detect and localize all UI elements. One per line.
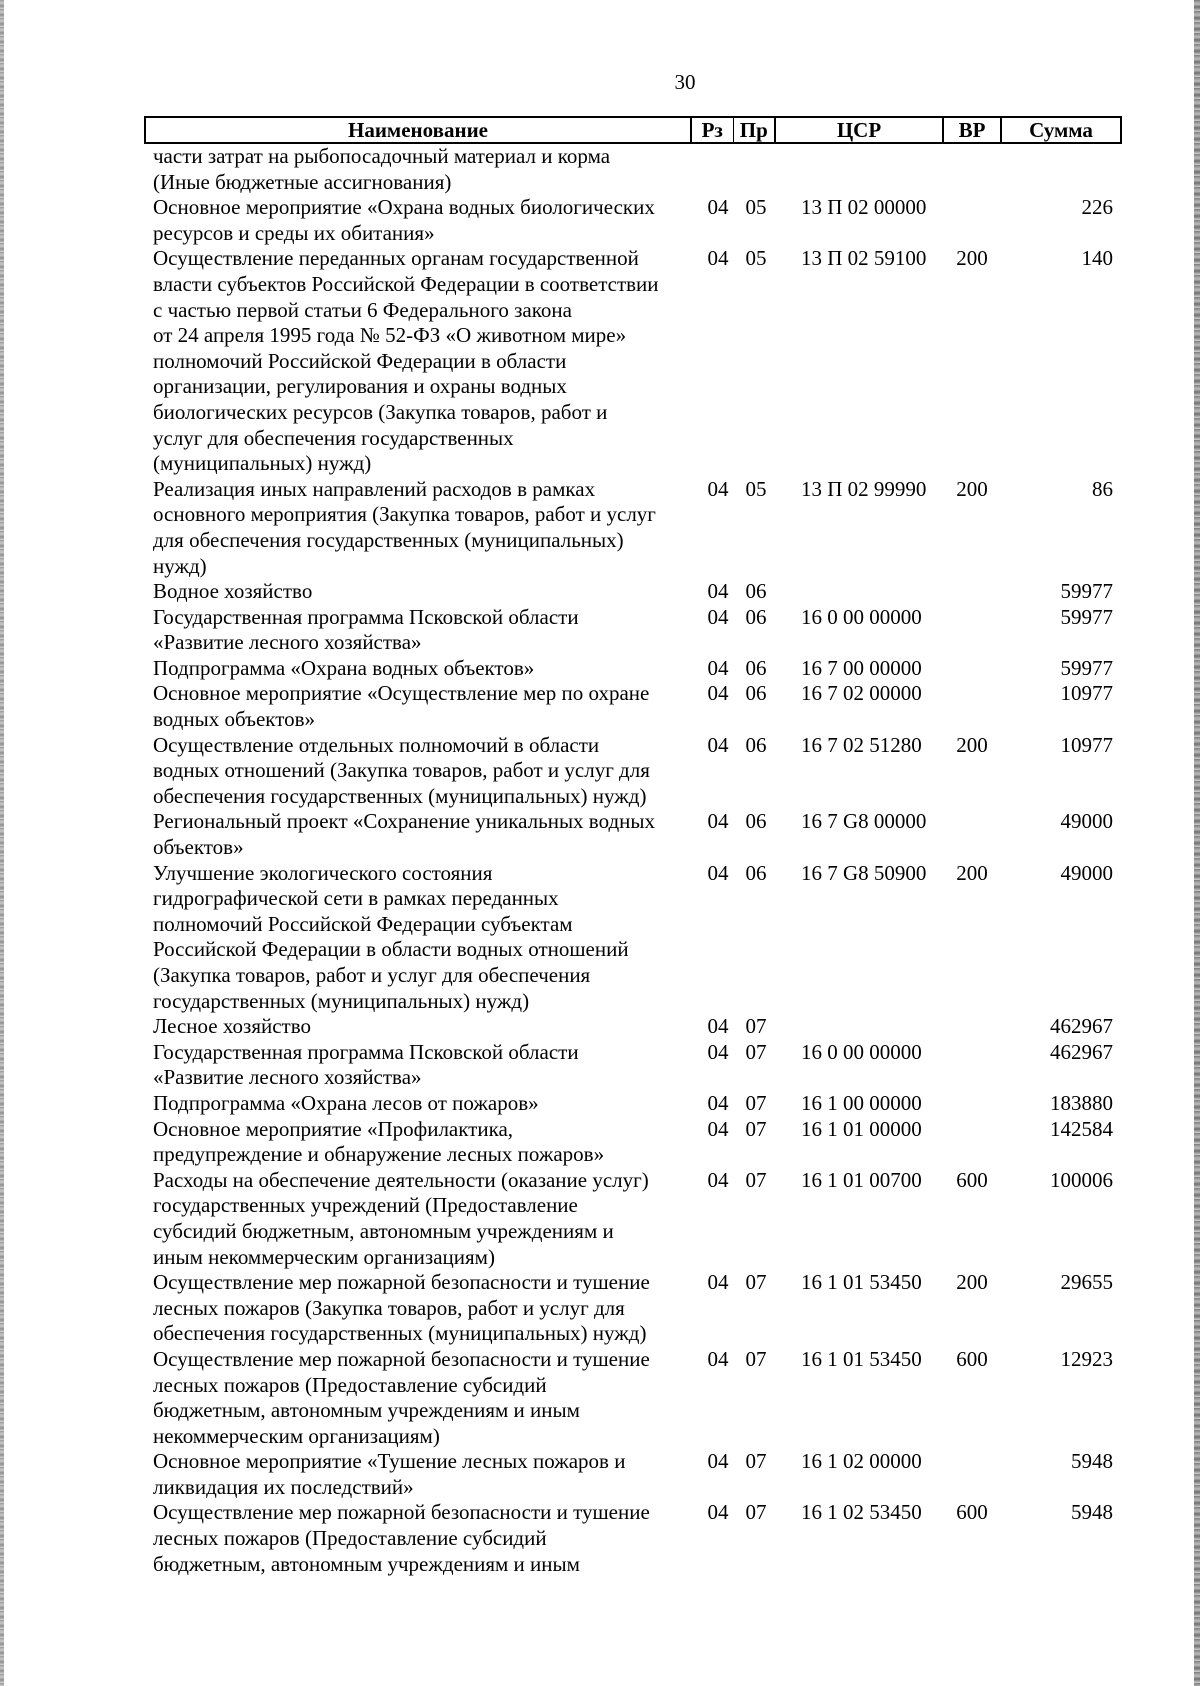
cell-rz: 04 — [707, 1090, 729, 1115]
cell-pr: 05 — [745, 195, 767, 220]
cell-pr: 06 — [745, 860, 767, 885]
cell-pr: 05 — [745, 246, 767, 271]
cell-sum: 10977 — [1060, 681, 1113, 706]
cell-vr: 200 — [956, 246, 988, 271]
cell-sum: 10977 — [1060, 732, 1113, 757]
cell-sum: 29655 — [1060, 1270, 1113, 1295]
cell-csr: 16 1 01 00000 — [801, 1116, 922, 1141]
cell-rz: 04 — [707, 1270, 729, 1295]
cell-csr: 16 7 00 00000 — [801, 655, 922, 680]
cell-pr: 06 — [745, 732, 767, 757]
table-row — [145, 1014, 1121, 1040]
cell-vr — [943, 1040, 1001, 1091]
table-body — [145, 143, 1121, 1577]
cell-rz: 04 — [707, 604, 729, 629]
cell-sum: 462967 — [1050, 1014, 1113, 1039]
cell-csr: 13 П 02 59100 — [801, 246, 927, 271]
cell-pr: 07 — [745, 1270, 767, 1295]
scan-edge-left — [0, 0, 4, 1686]
header-rz: Рз — [691, 117, 733, 143]
table-row — [145, 1168, 1121, 1270]
cell-vr — [943, 579, 1001, 605]
cell-pr: 05 — [745, 476, 767, 501]
cell-name: Водное хозяйство — [153, 579, 313, 604]
cell-name: Подпрограмма «Охрана лесов от пожаров» — [153, 1090, 539, 1115]
cell-sum: 49000 — [1060, 809, 1113, 834]
table-row — [145, 1117, 1121, 1168]
cell-rz: 04 — [707, 476, 729, 501]
cell-vr — [943, 1449, 1001, 1500]
cell-vr — [943, 656, 1001, 682]
cell-pr: 07 — [745, 1090, 767, 1115]
cell-name: части затрат на рыбопосадочный материал и корма (Иные бюджетные ассигнования) — [153, 144, 611, 194]
cell-name: Осуществление мер пожарной безопасности и тушение лесных пожаров (Предоставление субсидий бюджетным, автономным учреждениям и иным некоммерческим организациям) — [153, 1346, 650, 1448]
cell-name: Основное мероприятие «Охрана водных биологических ресурсов и среды их обитания» — [153, 195, 655, 245]
table-row — [145, 579, 1121, 605]
cell-pr — [733, 143, 775, 195]
cell-csr: 16 1 02 53450 — [801, 1500, 922, 1525]
cell-csr — [775, 143, 943, 195]
cell-vr: 200 — [956, 1270, 988, 1295]
table-row — [145, 1040, 1121, 1091]
table-row — [145, 809, 1121, 860]
cell-rz: 04 — [707, 1346, 729, 1371]
cell-name: Осуществление отдельных полномочий в области водных отношений (Закупка товаров, работ и услуг для обеспечения государственных (муниципальных) нужд) — [153, 732, 650, 808]
cell-name: Расходы на обеспечение деятельности (оказание услуг) государственных учреждений (Предоставление субсидий бюджетным, автономным учреждениям и иным некоммерческим организациям) — [153, 1167, 649, 1269]
cell-pr: 07 — [745, 1039, 767, 1064]
cell-sum: 59977 — [1060, 579, 1113, 604]
cell-vr: 200 — [956, 732, 988, 757]
cell-pr: 07 — [745, 1449, 767, 1474]
cell-rz: 04 — [707, 1039, 729, 1064]
cell-csr: 16 7 G8 00000 — [801, 809, 927, 834]
cell-rz: 04 — [707, 1116, 729, 1141]
table-row — [145, 733, 1121, 810]
cell-csr: 13 П 02 00000 — [801, 195, 927, 220]
table-row — [145, 195, 1121, 246]
cell-name: Государственная программа Псковской области «Развитие лесного хозяйства» — [153, 1039, 579, 1090]
cell-sum: 226 — [1081, 195, 1113, 220]
cell-csr — [775, 1014, 943, 1040]
cell-sum: 86 — [1092, 476, 1113, 501]
cell-sum: 142584 — [1050, 1116, 1113, 1141]
table-row — [145, 246, 1121, 476]
header-csr: ЦСР — [775, 117, 943, 143]
table-row — [145, 1091, 1121, 1117]
cell-rz — [691, 143, 733, 195]
cell-rz: 04 — [707, 195, 729, 220]
table-row — [145, 656, 1121, 682]
cell-pr: 07 — [745, 1500, 767, 1525]
cell-sum: 183880 — [1050, 1090, 1113, 1115]
cell-rz: 04 — [707, 681, 729, 706]
cell-rz: 04 — [707, 732, 729, 757]
table-row — [145, 1270, 1121, 1347]
cell-rz: 04 — [707, 1449, 729, 1474]
table-row — [145, 681, 1121, 732]
table-row — [145, 1500, 1121, 1577]
table-row — [145, 1449, 1121, 1500]
cell-rz: 04 — [707, 1167, 729, 1192]
cell-sum: 59977 — [1060, 655, 1113, 680]
budget-table — [144, 116, 1122, 1577]
cell-pr: 07 — [745, 1116, 767, 1141]
cell-vr — [943, 809, 1001, 860]
cell-name: Улучшение экологического состояния гидрографической сети в рамках переданных полномочий Российской Федерации субъектам Российской Федерации в области водных отношений (Закупка товаров, работ и услуг для обеспечения государственных (муниципальных) нужд) — [153, 860, 629, 1013]
table-row — [145, 143, 1121, 195]
cell-vr — [943, 681, 1001, 732]
cell-csr: 16 7 02 51280 — [801, 732, 922, 757]
header-sum: Сумма — [1001, 117, 1121, 143]
cell-name: Реализация иных направлений расходов в рамках основного мероприятия (Закупка товаров, работ и услуг для обеспечения государственных (муниципальных) нужд) — [153, 476, 656, 578]
cell-rz: 04 — [707, 1014, 729, 1039]
cell-csr: 16 7 G8 50900 — [801, 860, 927, 885]
cell-sum: 5948 — [1071, 1449, 1113, 1474]
cell-rz: 04 — [707, 579, 729, 604]
cell-sum: 5948 — [1071, 1500, 1113, 1525]
header-vr: ВР — [943, 117, 1001, 143]
cell-rz: 04 — [707, 860, 729, 885]
cell-name: Основное мероприятие «Осуществление мер по охране водных объектов» — [153, 681, 650, 732]
cell-csr: 16 7 02 00000 — [801, 681, 922, 706]
cell-name: Осуществление мер пожарной безопасности и тушение лесных пожаров (Закупка товаров, работ и услуг для обеспечения государственных (муниципальных) нужд) — [153, 1270, 650, 1346]
cell-rz: 04 — [707, 809, 729, 834]
cell-pr: 07 — [745, 1346, 767, 1371]
cell-sum: 462967 — [1050, 1039, 1113, 1064]
table-header — [145, 117, 1121, 143]
cell-csr: 16 1 01 53450 — [801, 1346, 922, 1371]
cell-sum: 59977 — [1060, 604, 1113, 629]
cell-name: Государственная программа Псковской области «Развитие лесного хозяйства» — [153, 604, 579, 655]
table-row — [145, 477, 1121, 579]
cell-vr: 600 — [956, 1167, 988, 1192]
cell-csr: 16 1 00 00000 — [801, 1090, 922, 1115]
table-row — [145, 605, 1121, 656]
cell-rz: 04 — [707, 655, 729, 680]
cell-name: Осуществление переданных органам государственной власти субъектов Российской Федерации в соответствии с частью первой статьи 6 Федерального закона от 24 апреля 1995 года № 52-ФЗ «О животном мире» полномочий Российской Федерации в области организации, регулирования и охраны водных биологических ресурсов (Закупка товаров, работ и услуг для обеспечения государственных (муниципальных) нужд) — [153, 246, 659, 476]
cell-name: Основное мероприятие «Профилактика, предупреждение и обнаружение лесных пожаров» — [153, 1116, 605, 1167]
cell-vr — [943, 605, 1001, 656]
cell-vr — [943, 143, 1001, 195]
cell-pr: 07 — [745, 1014, 767, 1039]
cell-vr: 600 — [956, 1346, 988, 1371]
cell-sum: 100006 — [1050, 1167, 1113, 1192]
cell-sum — [1001, 143, 1121, 195]
table-row — [145, 861, 1121, 1015]
cell-pr: 06 — [745, 809, 767, 834]
cell-vr — [943, 1091, 1001, 1117]
cell-vr: 200 — [956, 476, 988, 501]
cell-csr: 16 1 02 00000 — [801, 1449, 922, 1474]
cell-rz: 04 — [707, 246, 729, 271]
cell-name: Основное мероприятие «Тушение лесных пожаров и ликвидация их последствий» — [153, 1449, 626, 1499]
header-name: Наименование — [145, 117, 691, 143]
cell-name: Лесное хозяйство — [153, 1014, 311, 1039]
page-number: 30 — [674, 70, 696, 94]
cell-csr: 16 1 01 00700 — [801, 1167, 922, 1192]
cell-pr: 06 — [745, 579, 767, 604]
cell-vr — [943, 1117, 1001, 1168]
cell-vr — [943, 1014, 1001, 1040]
cell-pr: 06 — [745, 681, 767, 706]
cell-sum: 12923 — [1060, 1346, 1113, 1371]
cell-pr: 06 — [745, 604, 767, 629]
cell-vr: 600 — [956, 1500, 988, 1525]
table-row — [145, 1347, 1121, 1449]
cell-pr: 07 — [745, 1167, 767, 1192]
cell-csr — [775, 579, 943, 605]
cell-name: Осуществление мер пожарной безопасности и тушение лесных пожаров (Предоставление субсидий бюджетным, автономным учреждениям и иным — [153, 1500, 650, 1576]
cell-name: Региональный проект «Сохранение уникальных водных объектов» — [153, 809, 656, 860]
cell-rz: 04 — [707, 1500, 729, 1525]
cell-sum: 49000 — [1060, 860, 1113, 885]
cell-vr: 200 — [956, 860, 988, 885]
header-pr: Пр — [733, 117, 775, 143]
cell-pr: 06 — [745, 655, 767, 680]
cell-sum: 140 — [1081, 246, 1113, 271]
cell-csr: 16 0 00 00000 — [801, 604, 922, 629]
scan-edge-right — [1194, 0, 1200, 1686]
cell-vr — [943, 195, 1001, 246]
cell-name: Подпрограмма «Охрана водных объектов» — [153, 655, 535, 680]
cell-csr: 16 1 01 53450 — [801, 1270, 922, 1295]
cell-csr: 16 0 00 00000 — [801, 1039, 922, 1064]
cell-csr: 13 П 02 99990 — [801, 476, 927, 501]
